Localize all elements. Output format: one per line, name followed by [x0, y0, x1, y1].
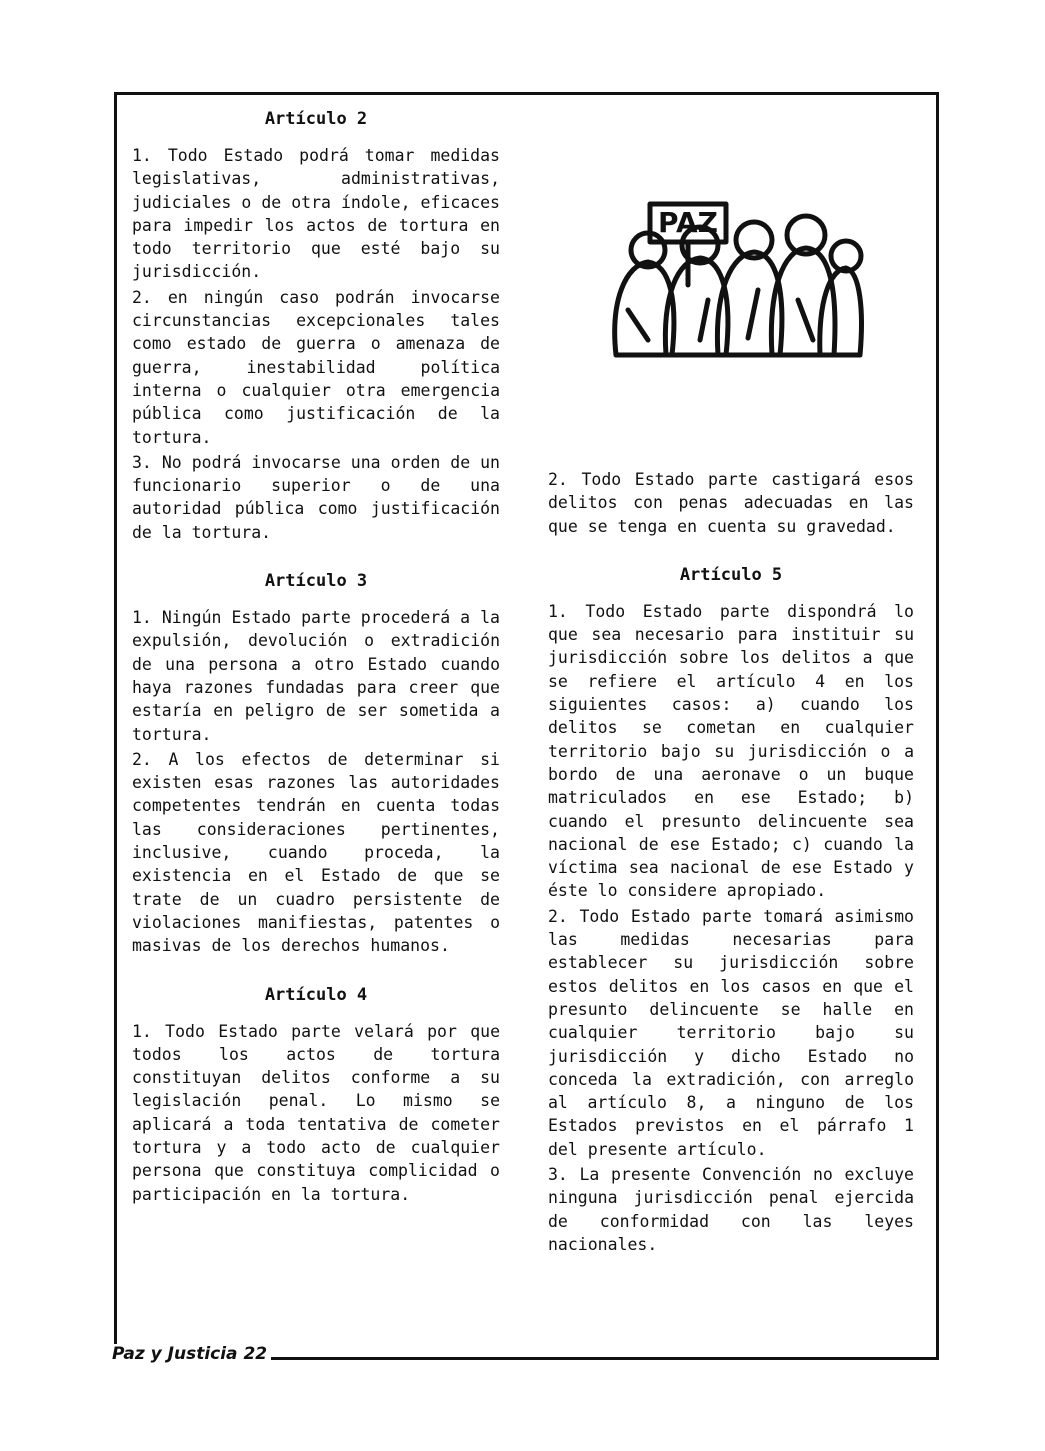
- article-4-paragraph-2: 2. Todo Estado parte castigará esos delitos con penas adecuadas en las que se tenga en cuenta su gravedad.: [548, 470, 914, 536]
- footer-rule: [290, 1357, 930, 1360]
- article-2-paragraph-2: 2. en ningún caso podrán invocarse circunstancias excepcionales tales como estado de guerra o amenaza de guerra, inestabilidad política interna o cualquier otra emergencia pública como justificación de la tortura.: [132, 287, 500, 447]
- left-column: [132, 106, 500, 1208]
- right-column: [548, 468, 914, 1258]
- article-2-paragraph-3: 3. No podrá invocarse una orden de un funcionario superior o de una autoridad pública como justificación de la tortura.: [132, 452, 500, 542]
- article-2-title: Artículo 2: [264, 109, 368, 129]
- article-2-paragraph-1: 1. Todo Estado podrá tomar medidas legislativas, administrativas, judiciales o de otra índole, eficaces para impedir los actos de tortura en todo territorio que esté bajo su jurisdicción.: [132, 146, 500, 282]
- article-5-paragraph-3: 3. La presente Convención no excluye ninguna jurisdicción penal ejercida de conformidad con las leyes nacionales.: [548, 1165, 914, 1254]
- article-5-paragraph-2: 2. Todo Estado parte tomará asimismo las medidas necesarias para establecer su jurisdicción sobre estos delitos en los casos en que el presunto delincuente se halle en cualquier territorio bajo su jurisdicción y dicho Estado no conceda la extradición, con arreglo al artículo 8, a ninguno de los Estados previstos en el párrafo 1 del presente artículo.: [548, 906, 914, 1159]
- peace-protest-illustration: [608, 190, 866, 362]
- sign-text: PAZ: [658, 206, 718, 239]
- article-4-title: Artículo 4: [264, 984, 368, 1005]
- page-footer: Paz y Justicia 22: [108, 1344, 271, 1364]
- article-5-paragraph-1: 1. Todo Estado parte dispondrá lo que sea necesario para instituir su jurisdicción sobre los delitos a que se refiere el artículo 4 en los siguientes casos: a) cuando los delitos se cometan en cualquier territorio bajo su jurisdicción o a bordo de una aeronave o un buque matriculados en ese Estado; b) cuando el presunto delincuente sea nacional de ese Estado; c) cuando la víctima sea nacional de ese Estado y éste lo considere apropiado.: [548, 601, 914, 901]
- article-3-paragraph-1: 1. Ningún Estado parte procederá a la expulsión, devolución o extradición de una persona a otro Estado cuando haya razones fundadas para creer que estaría en peligro de ser sometida a tortura.: [132, 608, 500, 744]
- article-3-paragraph-2: 2. A los efectos de determinar si existen esas razones las autoridades competentes tendrán en cuenta todas las consideraciones pertinentes, inclusive, cuando proceda, la existencia en el Estado de que se trate de un cuadro persistente de violaciones manifiestas, patentes o masivas de los derechos humanos.: [132, 749, 500, 956]
- article-5-title: Artículo 5: [679, 564, 783, 585]
- article-3-title: Artículo 3: [264, 571, 368, 592]
- article-4-paragraph-1: 1. Todo Estado parte velará por que todos los actos de tortura constituyan delitos conforme a su legislación penal. Lo mismo se aplicará a toda tentativa de cometer tortura y a todo acto de cualquier persona que constituya complicidad o participación en la tortura.: [132, 1021, 500, 1204]
